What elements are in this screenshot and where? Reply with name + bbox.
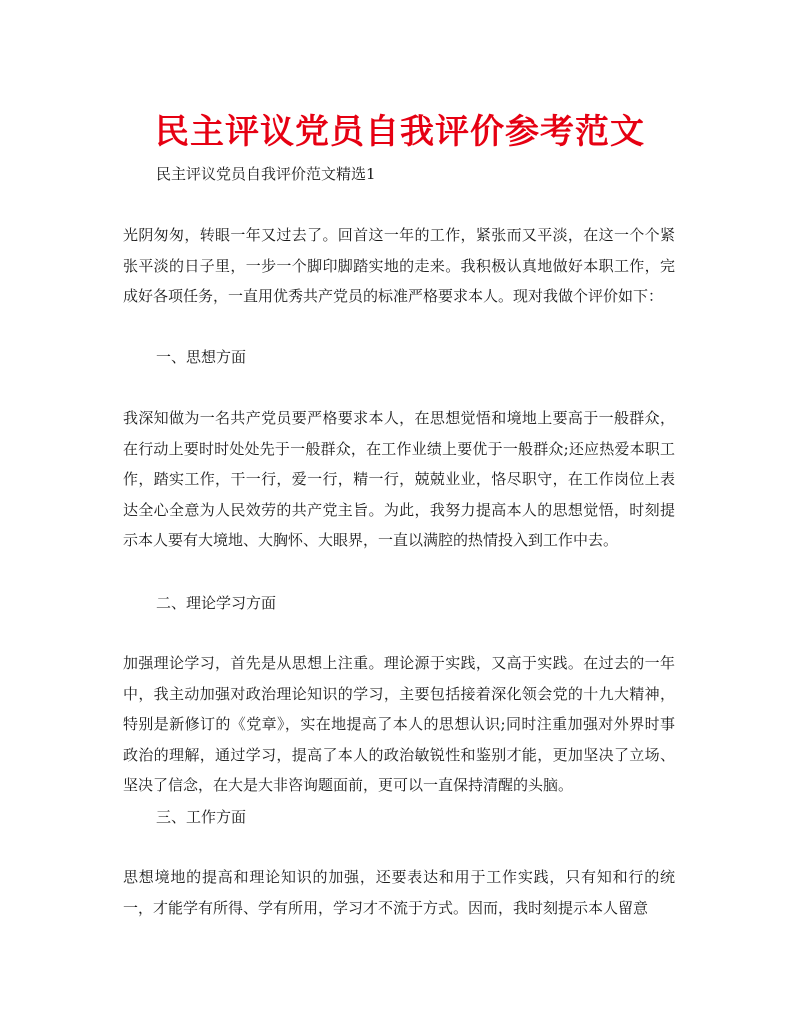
document-title: 民主评议党员自我评价参考范文	[155, 112, 645, 152]
section-heading-theory: 二、理论学习方面	[156, 594, 277, 612]
section-heading-work: 三、工作方面	[156, 808, 247, 826]
section-paragraph-thought: 我深知做为一名共产党员要严格要求本人，在思想觉悟和境地上要高于一般群众，在行动上要时时处处先于一般群众，在工作业绩上要优于一般群众;还应热爱本职工作，踏实工作，干一行，爱一行，精一行，兢兢业业，恪尽职守，在工作岗位上表达全心全意为人民效劳的共产党主旨。为此，我努力提高本人的思想觉悟，时刻提示本人要有大境地、大胸怀、大眼界，一直以满腔的热情投入到工作中去。	[123, 409, 675, 549]
intro-paragraph: 光阴匆匆，转眼一年又过去了。回首这一年的工作，紧张而又平淡，在这一个个紧张平淡的日子里，一步一个脚印脚踏实地的走来。我积极认真地做好本职工作，完成好各项任务，一直用优秀共产党员的标准严格要求本人。现对我做个评价如下：	[123, 226, 675, 305]
document-subtitle: 民主评议党员自我评价范文精选1	[156, 165, 376, 183]
section-paragraph-theory: 加强理论学习，首先是从思想上注重。理论源于实践，又高于实践。在过去的一年中，我主动加强对政治理论知识的学习，主要包括接着深化领会党的十九大精神，特别是新修订的《党章》，实在地提高了本人的思想认识;同时注重加强对外界时事政治的理解，通过学习，提高了本人的政治敏锐性和鉴别才能，更加坚决了立场、坚决了信念，在大是大非咨询题面前，更可以一直保持清醒的头脑。	[123, 654, 675, 794]
section-paragraph-work: 思想境地的提高和理论知识的加强，还要表达和用于工作实践，只有知和行的统一，才能学有所得、学有所用，学习才不流于方式。因而，我时刻提示本人留意	[123, 868, 675, 917]
section-heading-thought: 一、思想方面	[156, 348, 247, 366]
